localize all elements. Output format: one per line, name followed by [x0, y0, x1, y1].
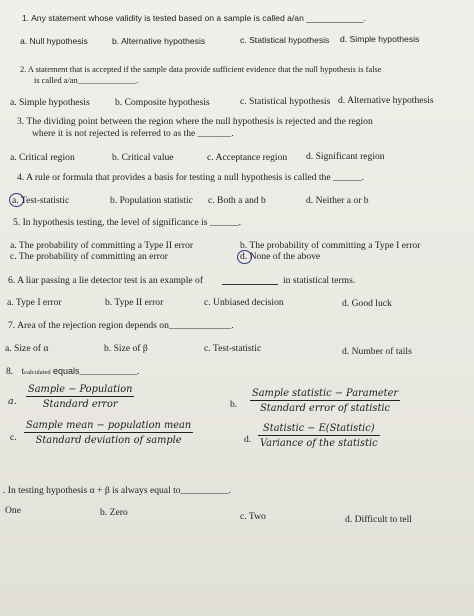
q9-option-d: d. Difficult to tell [345, 514, 412, 525]
q1-option-b: b. Alternative hypothesis [112, 36, 206, 46]
q8-option-a-label: a. [8, 396, 17, 407]
q7-option-a: a. Size of α [5, 343, 49, 354]
q2-stem-line2: is called a/an______________. [34, 76, 139, 85]
q4-option-d: d. Neither a or b [306, 195, 369, 206]
fraction-denominator: Standard error [42, 399, 118, 410]
q9-option-a: One [5, 505, 21, 516]
q3-option-b: b. Critical value [112, 152, 174, 163]
q6-option-d: d. Good luck [342, 298, 392, 309]
fraction-numerator: Sample − Population [28, 384, 133, 395]
q1-option-d: d. Simple hypothesis [340, 34, 420, 44]
q1-stem: 1. Any statement whose validity is tested based on a sample is called a/an ____________. [22, 13, 366, 23]
q1-option-a: a. Null hypothesis [20, 36, 88, 46]
q3-option-d: d. Significant region [306, 151, 385, 162]
fraction-denominator: Standard deviation of sample [35, 435, 182, 446]
q6-option-c: c. Unbiased decision [204, 297, 284, 308]
q9-stem: . In testing hypothesis α + β is always equal to__________. [3, 485, 231, 496]
q8-number: 8. [6, 366, 14, 377]
q8-option-b-fraction [250, 388, 400, 414]
t-calculated-symbol: tcalculated [21, 366, 51, 377]
q1-option-c: c. Statistical hypothesis [240, 35, 330, 45]
q5-stem: 5. In hypothesis testing, the level of significance is ______. [13, 217, 242, 228]
q9-option-c: c. Two [240, 511, 266, 522]
q7-option-c: c. Test-statistic [204, 343, 262, 354]
q4-stem: 4. A rule or formula that provides a basis for testing a null hypothesis is called the ______. [17, 172, 365, 183]
q2-option-d: d. Alternative hypothesis [338, 95, 434, 106]
q2-option-c: c. Statistical hypothesis [240, 96, 331, 107]
q5-option-a: a. The probability of committing a Type II error [10, 240, 194, 251]
q8-option-d-label: d. [244, 434, 252, 445]
q5-option-c: c. The probability of committing an error [10, 251, 168, 262]
q2-stem-line1: 2. A statement that is accepted if the sample data provide sufficient evidence that the null hypothesis is false [20, 65, 382, 74]
q5-option-d: d. None of the above [240, 251, 321, 262]
q6-answer-blank [222, 284, 278, 285]
q6-stem-end: in statistical terms. [283, 275, 356, 286]
fraction-denominator: Standard error of statistic [260, 403, 391, 414]
q8-equals: equals [53, 366, 80, 376]
fraction-numerator: Sample mean − population mean [26, 420, 192, 431]
q7-stem: 7. Area of the rejection region depends on_____________. [8, 320, 234, 331]
q4-option-a: a. Test-statistic [12, 195, 70, 206]
q7-option-b: b. Size of β [104, 343, 148, 354]
q8-option-b-label: b. [230, 399, 238, 410]
q9-option-b: b. Zero [100, 507, 128, 518]
q8-blank: ____________. [79, 366, 140, 377]
fraction-numerator: Sample statistic − Parameter [252, 388, 399, 399]
q2-option-b: b. Composite hypothesis [115, 97, 210, 108]
q6-option-b: b. Type II error [105, 297, 164, 308]
q4-option-c: c. Both a and b [208, 195, 266, 206]
q7-option-d: d. Number of tails [342, 346, 412, 357]
q5-option-b: b. The probability of committing a Type I error [240, 240, 421, 251]
q4-option-b: b. Population statistic [110, 195, 193, 206]
q8-option-c-label: c. [10, 432, 17, 443]
q6-stem-start: 6. A liar passing a lie detector test is an example of [8, 275, 204, 286]
fraction-numerator: Statistic − E(Statistic) [263, 423, 375, 434]
q2-option-a: a. Simple hypothesis [10, 97, 90, 108]
q8-option-a-fraction [26, 384, 134, 410]
q8-stem [6, 366, 140, 378]
q3-option-c: c. Acceptance region [207, 152, 288, 163]
q3-stem-line2: where it is not rejected is referred to as the _______. [32, 128, 234, 139]
q3-option-a: a. Critical region [10, 152, 75, 163]
q8-option-c-fraction [24, 420, 193, 446]
q8-option-d-fraction [258, 423, 380, 449]
q3-stem-line1: 3. The dividing point between the region where the null hypothesis is rejected and the region [17, 116, 373, 127]
q6-option-a: a. Type I error [7, 297, 62, 308]
fraction-denominator: Variance of the statistic [260, 438, 378, 449]
